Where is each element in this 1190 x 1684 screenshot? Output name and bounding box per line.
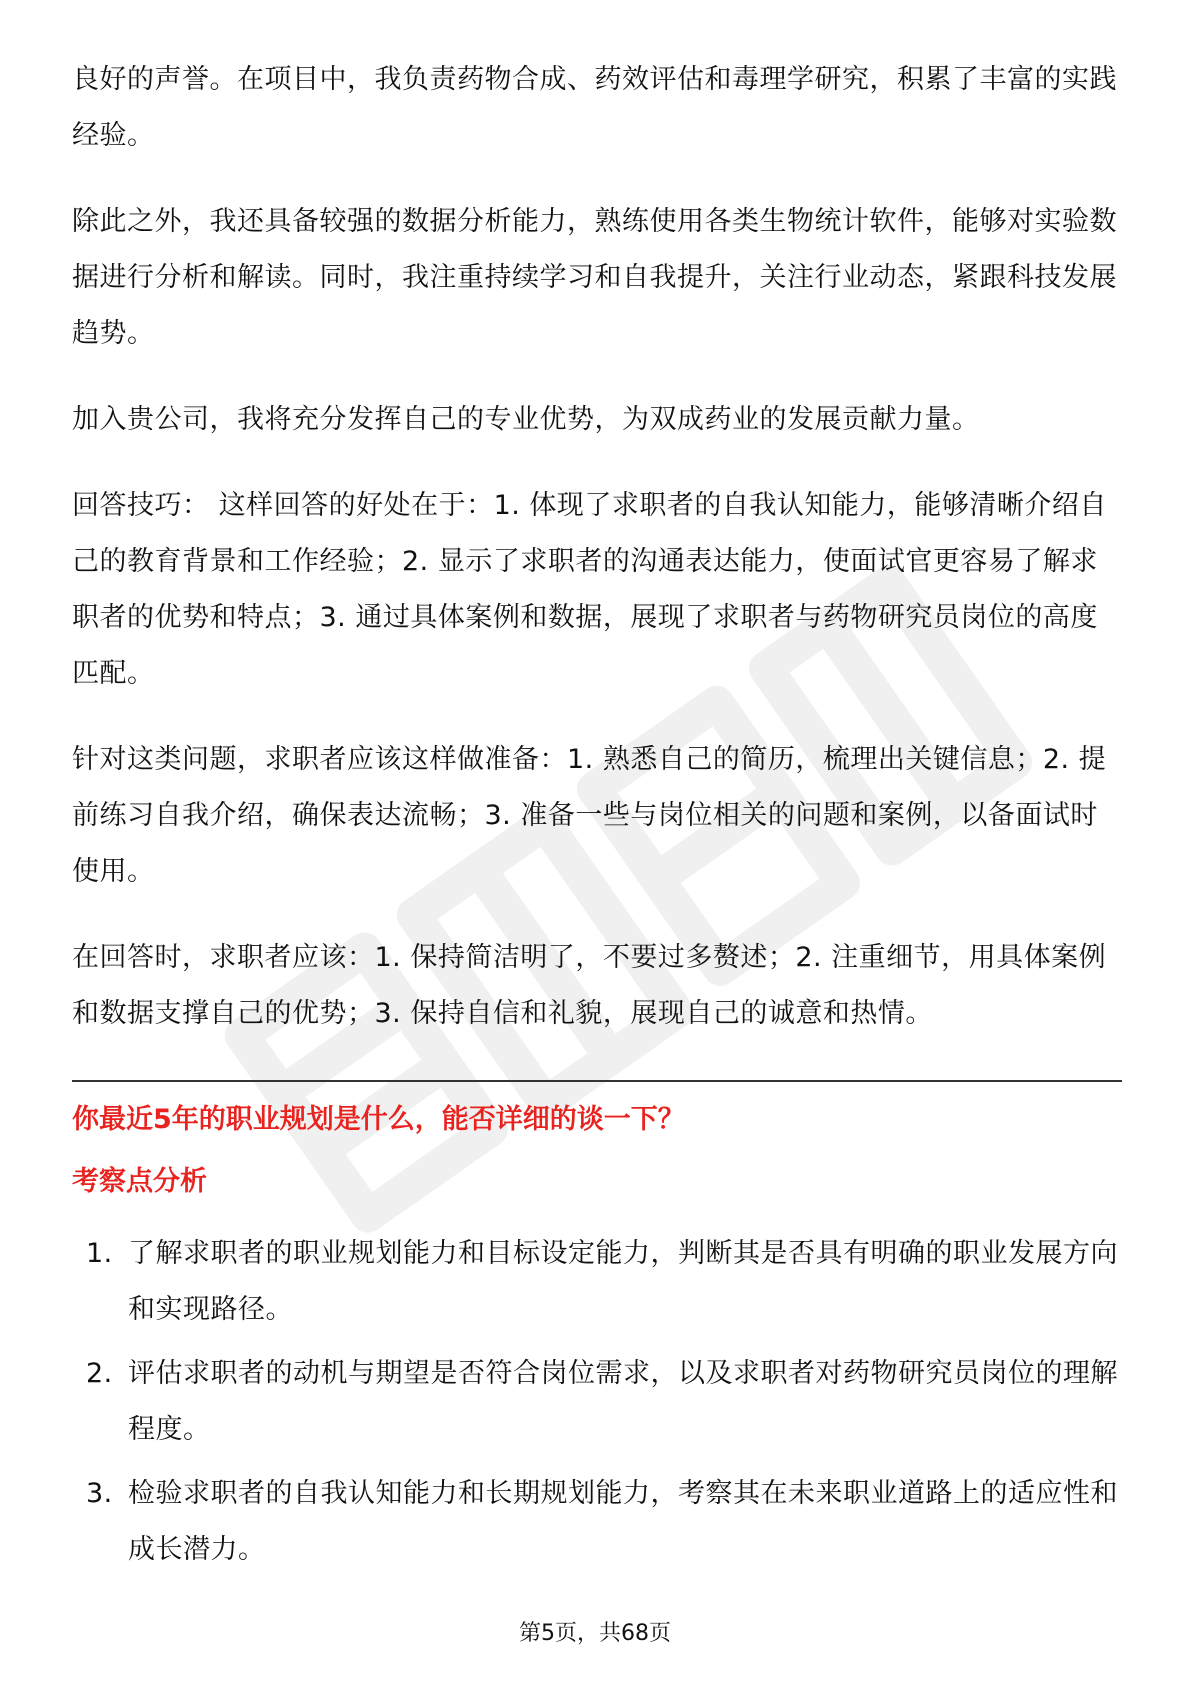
document-page xyxy=(72,52,1122,1586)
paragraph-answer-advice: 在回答时，求职者应该：1. 保持简洁明了，不要过多赘述；2. 注重细节，用具体案例和数据支撑自己的优势；3. 保持自信和礼貌，展现自己的诚意和热情。 xyxy=(72,942,1107,1029)
list-item-text: 了解求职者的职业规划能力和目标设定能力，判断其是否具有明确的职业发展方向和实现路径。 xyxy=(128,1238,1118,1325)
list-number: 3. xyxy=(86,1478,113,1509)
list-item xyxy=(72,1226,1122,1338)
list-item xyxy=(72,1466,1122,1578)
list-number: 1. xyxy=(86,1238,113,1269)
list-number: 2. xyxy=(86,1358,113,1389)
list-item-text: 检验求职者的自我认知能力和长期规划能力，考察其在未来职业道路上的适应性和成长潜力。 xyxy=(128,1478,1118,1565)
paragraph-answer-tips: 回答技巧： 这样回答的好处在于：1. 体现了求职者的自我认知能力，能够清晰介绍自己的教育背景和工作经验；2. 显示了求职者的沟通表达能力，使面试官更容易了解求职者的优势和特点；3. 通过具体案例和数据，展现了求职者与药物研究员岗位的高度匹配。 xyxy=(72,490,1107,689)
analysis-list xyxy=(72,1226,1122,1578)
section-divider xyxy=(72,1080,1122,1082)
paragraph-reputation: 良好的声誉。在项目中，我负责药物合成、药效评估和毒理学研究，积累了丰富的实践经验。 xyxy=(72,64,1117,151)
question-title: 你最近5年的职业规划是什么，能否详细的谈一下？ xyxy=(72,1104,685,1135)
paragraph-data-analysis: 除此之外，我还具备较强的数据分析能力，熟练使用各类生物统计软件，能够对实验数据进行分析和解读。同时，我注重持续学习和自我提升，关注行业动态，紧跟科技发展趋势。 xyxy=(72,206,1117,349)
page-footer: 第5页，共68页 xyxy=(519,1621,671,1646)
list-item-text: 评估求职者的动机与期望是否符合岗位需求，以及求职者对药物研究员岗位的理解程度。 xyxy=(128,1358,1118,1445)
paragraph-join-company: 加入贵公司，我将充分发挥自己的专业优势，为双成药业的发展贡献力量。 xyxy=(72,404,980,435)
paragraph-preparation: 针对这类问题，求职者应该这样做准备：1. 熟悉自己的简历，梳理出关键信息；2. 提前练习自我介绍，确保表达流畅；3. 准备一些与岗位相关的问题和案例，以备面试时使用。 xyxy=(72,744,1107,887)
list-item xyxy=(72,1346,1122,1458)
section-title: 考察点分析 xyxy=(72,1166,207,1197)
